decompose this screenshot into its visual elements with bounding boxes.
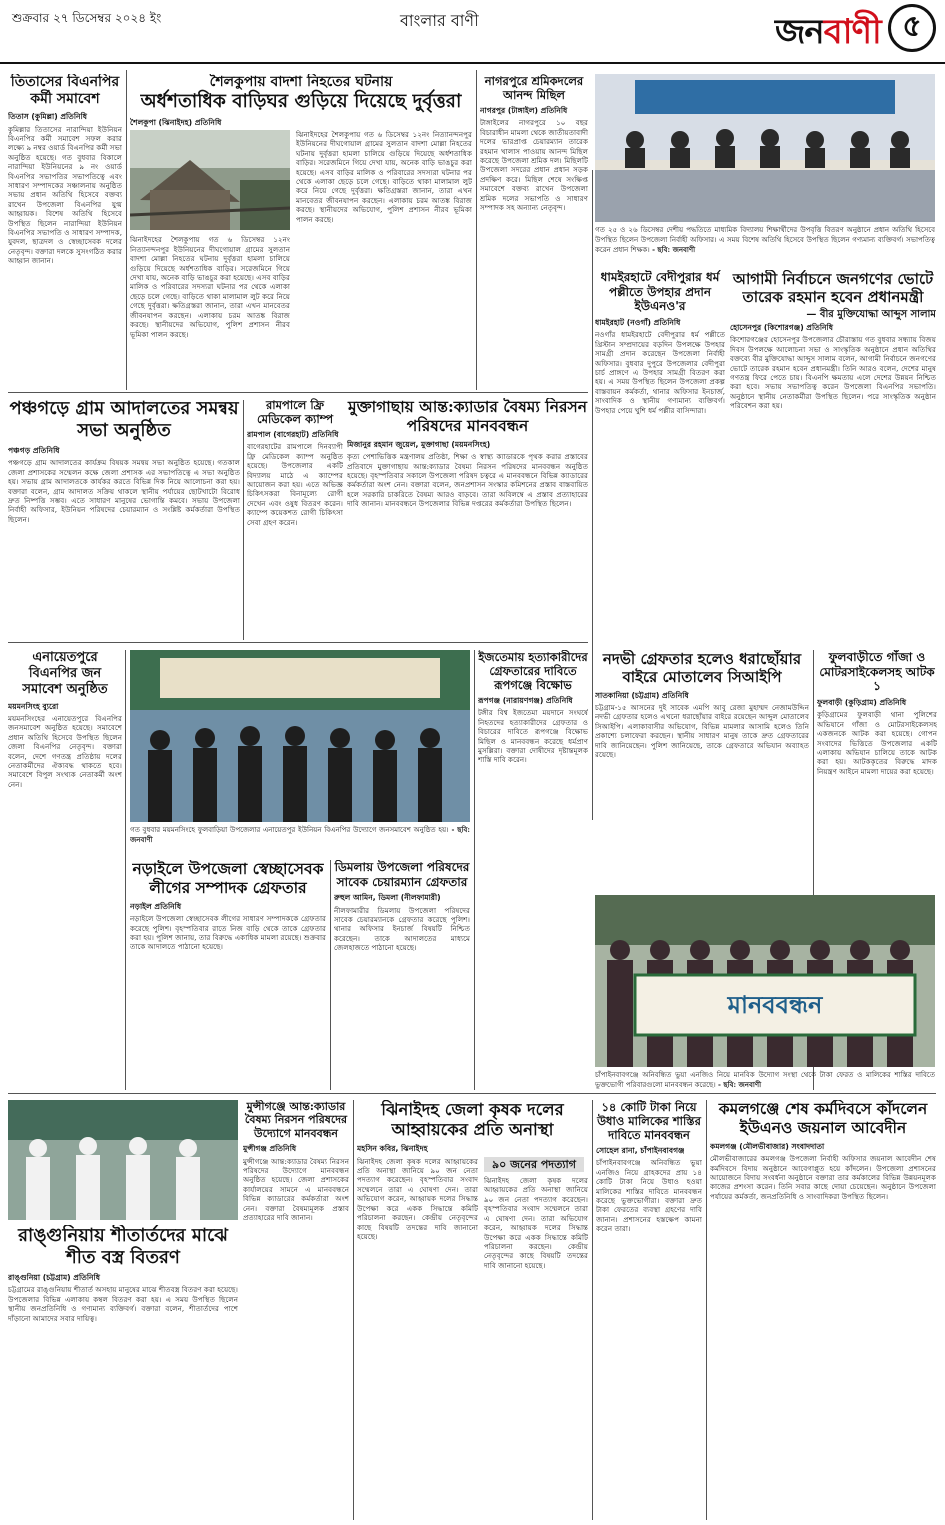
article-body: বাগেরহাটের রামপালে দিনব্যাপী ফ্রি মেডিকেল ক্যাম্প অনুষ্ঠিত হয়েছে। উপজেলার একটি বিদ্যালয় মাঠে এ ক্যাম্পের আয়োজন করা হয়। এতে অভিজ্ঞ চিকিৎসকরা বিনামূল্যে রোগী দেখেন এবং ওষুধ বিতরণ করেন। ক্যাম্পে কয়েকশত রোগী চিকিৎসা সেবা গ্রহণ করেন। [247,442,343,527]
article-rampal [247,398,343,640]
photo-credit: - ছবি: জনবাণী [718,1080,762,1089]
headline: ঝিনাইদহ জেলা কৃষক দলের আহ্বায়কের প্রতি অনাস্থা [381,1100,564,1140]
byline: রূপগঞ্জ (নারায়ণগঞ্জ) প্রতিনিধি [478,696,573,706]
masthead [0,0,945,64]
article-tarek [730,270,936,640]
photo-enayetpur-rally [130,650,470,822]
headline: নড়াইলে উপজেলা স্বেচ্ছাসেবক লীগের সম্পাদক গ্রেফতার [132,860,324,897]
article-body: কুড়িগ্রামের ফুলবাড়ী থানা পুলিশের অভিযানে গাঁজা ও মোটরসাইকেলসহ একজনকে আটক করা হয়েছে। গোপন সংবাদের ভিত্তিতে উপজেলার একটি এলাকায় অভিযান চালিয়ে তাকে আটক করা হয়। আটককৃতের বিরুদ্ধে মাদক নিয়ন্ত্রণ আইনে মামলা দায়ের করা হয়েছে। [817,710,937,776]
article-body: কুমিল্লার তিতাসের নারান্দিয়া ইউনিয়ন বিএনপির কর্মী সমাবেশ সফল করার লক্ষ্যে ৯ নম্বর ওয়ার্ড বিএনপির কর্মী সভা অনুষ্ঠিত হয়েছে। গত বুধবার বিকালে নারান্দিয়া ইউনিয়নের ৯ নং ওয়ার্ড বিএনপির সভাপতির সভাপতিত্বে এবং সাধারণ সম্পাদকের সঞ্চালনায় অনুষ্ঠিত সভায় প্রধান অতিথি হিসেবে বক্তব্য রাখেন উপজেলা বিএনপির যুগ্ম আহ্বায়ক। বিশেষ অতিথি হিসেবে উপস্থিত ছিলেন নারান্দিয়া ইউনিয়ন বিএনপির সভাপতি ও সাধারণ সম্পাদক, যুবদল, ছাত্রদল ও স্বেচ্ছাসেবক দলের নেতৃবৃন্দ। বক্তারা দলকে সুসংগঠিত করার আহ্বান জানান। [8,124,122,266]
article-body: কিশোরগঞ্জের হোসেনপুর উপজেলার চৌরাস্তায় গত বুধবার সন্ধ্যায় বিজয় দিবস উপলক্ষে আলোচনা সভা ও সাংস্কৃতিক অনুষ্ঠানে প্রধান অতিথির বক্তব্যে বীর মুক্তিযোদ্ধা আব্দুস সালাম বলেন, আগামী নির্বাচনে জনগণের ভোটে তারেক রহমান হবেন প্রধানমন্ত্রী। তিনি আরও বলেন, দেশের মানুষ গণতন্ত্র ফিরে পেতে চায়। বিএনপি ক্ষমতায় এলে দেশের উন্নয়ন নিশ্চিত করা হবে। সভায় সভাপতিত্ব করেন উপজেলা বিএনপির সভাপতি। অনুষ্ঠানে স্থানীয় নেতাকর্মীরা উপস্থিত ছিলেন। পরে সাংস্কৃতিক অনুষ্ঠান পরিবেশন করা হয়। [730,335,936,411]
photo-credit: - ছবি: জনবাণী [130,825,470,844]
article-muktagacha [347,398,588,640]
damaged-house-photo [130,130,290,230]
sub-headline-badge: ৯০ জনের পদত্যাগ [484,1157,584,1172]
article-body: টাঙ্গাইলের নাগরপুরে ১০ বছর বিচারাধীন মামলা থেকে জাতীয়তাবাদী দলের ভারপ্রাপ্ত চেয়ারম্যান তারেক রহমান খালাস পাওয়ায় আনন্দ মিছিল করেছে উপজেলা শ্রমিক দল। মিছিলটি উপজেলা সদরের প্রধান প্রধান সড়ক প্রদক্ষিণ করে। মিছিল শেষে সংক্ষিপ্ত সমাবেশে বক্তব্য রাখেন উপজেলা শ্রমিক দলের সভাপতি ও সাধারণ সম্পাদক সহ অন্যান্য নেতৃবৃন্দ। [480,118,588,213]
article-body: ময়মনসিংহের এনায়েতপুরে বিএনপির জনসমাবেশ অনুষ্ঠিত হয়েছে। সমাবেশে প্রধান অতিথি হিসেবে উপস্থিত ছিলেন জেলা বিএনপির নেতৃবৃন্দ। বক্তারা বলেন, দেশে গণতন্ত্র প্রতিষ্ঠায় দলের নেতাকর্মীদের ঐক্যবদ্ধ থাকতে হবে। সমাবেশে বিপুল সংখ্যক নেতাকর্মী অংশ নেন। [8,713,122,789]
article-noddovi [595,650,809,890]
meeting-photo [595,74,935,222]
article-kamalganj [710,1100,936,1515]
article-shailkupa [130,74,472,390]
article-nagarpur [480,74,588,390]
article-body: চাঁপাইনবাবগঞ্জে অনিবন্ধিত ভুয়া এনজিও নিয়ে গ্রাহকদের প্রায় ১৪ কোটি টাকা নিয়ে উধাও হওয়া মালিকের শাস্তির দাবিতে মানববন্ধন করেছে ভুক্তভোগীরা। বক্তারা দ্রুত টাকা ফেরতের ব্যবস্থা গ্রহণের দাবি জানান। প্রশাসনের হস্তক্ষেপ কামনা করেন তারা। [596,1158,702,1234]
article-body-2: ঝিনাইদহ জেলা কৃষক দলের আহ্বায়কের প্রতি অনাস্থা জানিয়ে ৯০ জন নেতা পদত্যাগ করেছেন। বৃহস্পতিবার সংবাদ সম্মেলনে তারা এ ঘোষণা দেন। তারা অভিযোগ করেন, আহ্বায়ক দলের সিদ্ধান্ত উপেক্ষা করে একক সিদ্ধান্তে কমিটি পরিচালনা করছেন। কেন্দ্রীয় নেতৃবৃন্দের কাছে বিষয়টি তদন্তের দাবি জানানো হয়েছে। [484,1176,588,1270]
headline: এনায়েতপুরে বিএনপির জন সমাবেশ অনুষ্ঠিত [22,650,108,697]
byline: রাঙ্গুনিয়া (চট্টগ্রাম) প্রতিনিধি [8,1272,100,1282]
headline: তিতাসের বিএনপির কর্মী সমাবেশ [10,74,120,108]
caption: গত বুধবার ময়মনসিংহে ফুলবাড়িয়া উপজেলার এনায়েতপুর ইউনিয়ন বিএনপির উদ্যোগে জনসমাবেশ অনুষ্ঠিত হয়। [130,826,449,834]
issue-date: শুক্রবার ২৭ ডিসেম্বর ২০২৪ ইং [12,11,162,25]
byline: তিতাস (কুমিল্লা) প্রতিনিধি [8,112,87,122]
headline: কমলগঞ্জে শেষ কর্মদিবসে কাঁদলেন ইউএনও জয়নাল আবেদীন [718,1100,928,1137]
article-body: চট্টগ্রামের রাঙ্গুনিয়ায় শীতার্ত অসহায় মানুষের মাঝে শীতবস্ত্র বিতরণ করা হয়েছে। উপজেলার বিভিন্ন এলাকায় কম্বল বিতরণ করা হয়। এ সময় উপস্থিত ছিলেন স্থানীয় জনপ্রতিনিধি ও গণ্যমান্য ব্যক্তিবর্গ। বক্তারা বলেন, শীতার্তদের পাশে দাঁড়ানো আমাদের সবার দায়িত্ব। [8,1285,238,1323]
article-body: কৃত্য পেশাভিত্তিক মন্ত্রণালয় প্রতিষ্ঠা, শিক্ষা ও স্বাস্থ্য ক্যাডারকে পৃথক করার প্রস্তাবের প্রতিবাদে মুক্তাগাছায় আন্ত:ক্যাডার বৈষম্য নিরসন পরিষদের মানববন্ধন অনুষ্ঠিত হয়েছে। বৃহস্পতিবার সকালে উপজেলা পরিষদ চত্বরে এ মানববন্ধনে বিভিন্ন ক্যাডারের কর্মকর্তারা অংশ নেন। বক্তারা বলেন, জনপ্রশাসন সংস্কার কমিশনের প্রস্তাব বাস্তবায়িত হলে সরকারি চাকরিতে বৈষম্য আরও বাড়বে। তারা অবিলম্বে এ প্রস্তাব প্রত্যাহারের দাবি জানান। মানববন্ধনে উপজেলার বিভিন্ন দপ্তরের কর্মকর্তারা উপস্থিত ছিলেন। [347,452,588,509]
article-fourteen-crore [596,1100,702,1515]
article-dimla [334,860,470,1090]
byline: মুন্সীগঞ্জ প্রতিনিধি [243,1144,297,1154]
article-narail [130,860,326,1090]
article-body: ঝিনাইদহের শৈলকুপায় গত ৬ ডিসেম্বর ১২নং নিত্যানন্দনপুর ইউনিয়নের দীঘগোয়াল গ্রামের সুলতান বাদশা মোল্লা নিহতের ঘটনায় দুর্বৃত্তরা হামলা চালিয়ে গুড়িয়ে দিয়েছে অর্ধশতাধিক বাড়ির। সরেজমিনে গিয়ে দেখা যায়, অনেক বাড়ি ভাঙচুর করা হয়েছে। এসব বাড়ির মালিক ও পরিবারের সদস্যরা ঘটনার পর থেকে এলাকা ছেড়ে চলে গেছে। বাড়িতে থাকা মালামাল লুট করে নিয়ে গেছে দুর্বৃত্তরা। ক্ষতিগ্রস্তরা জানান, তারা এখন মানবেতর জীবনযাপন করছেন। এলাকায় চরম আতঙ্ক বিরাজ করছে। স্থানীয়দের অভিযোগ, পুলিশ প্রশাসন নীরব ভূমিকা পালন করছে। [130,235,290,339]
page-number: ৫ [888,4,936,52]
headline: মুক্তাগাছায় আন্ত:ক্যাডার বৈষম্য নিরসন পরিষদের মানববন্ধন [347,398,587,435]
byline: হোসেনপুর (কিশোরগঞ্জ) প্রতিনিধি [730,323,833,332]
logo-part-b: বাণী [823,12,881,52]
byline: নড়াইল প্রতিনিধি [130,901,182,911]
byline: শৈলকুপা (ঝিনাইদহ) প্রতিনিধি [130,117,222,127]
headline: মুন্সীগঞ্জে আন্ত:ক্যাডার বৈষম্য নিরসন পরিষদের উদ্যোগে মানববন্ধন [244,1100,348,1140]
banner-text: মানববন্ধন [727,990,823,1019]
article-body-2: ঝিনাইদহের শৈলকুপায় গত ৬ ডিসেম্বর ১২নং নিত্যানন্দনপুর ইউনিয়নের দীঘগোয়াল গ্রামের সুলতান বাদশা মোল্লা নিহতের ঘটনায় দুর্বৃত্তরা হামলা চালিয়ে গুড়িয়ে দিয়েছে অর্ধশতাধিক বাড়ির। সরেজমিনে গিয়ে দেখা যায়, অনেক বাড়ি ভাঙচুর করা হয়েছে। এসব বাড়ির মালিক ও পরিবারের সদস্যরা ঘটনার পর থেকে এলাকা ছেড়ে চলে গেছে। বাড়িতে থাকা মালামাল লুট করে নিয়ে গেছে দুর্বৃত্তরা। ক্ষতিগ্রস্তরা জানান, তারা এখন মানবেতর জীবনযাপন করছেন। এলাকায় চরম আতঙ্ক বিরাজ করছে। স্থানীয়দের অভিযোগ, পুলিশ প্রশাসন নীরব ভূমিকা পালন করছে। [296,130,472,224]
headline: ডিমলায় উপজেলা পরিষদের সাবেক চেয়ারম্যান গ্রেফতার [334,860,470,889]
byline: সোহেল রানা, চাঁপাইনবাবগঞ্জ [596,1146,685,1156]
article-panchagarh [8,398,240,640]
headline: রামপালে ফ্রি মেডিকেল ক্যাম্প [256,398,334,427]
byline: মিজানুর রহমান জুয়েল, মুক্তাগাছা (ময়মনসিংহ) [347,439,491,449]
article-raungunia [8,1225,238,1515]
headline: অর্ধশতাধিক বাড়িঘর গুড়িয়ে দিয়েছে দুর্বৃত্তরা [140,91,462,113]
byline: মহসিন কবির, ঝিনাইদহ [357,1144,428,1154]
byline: ময়মনসিংহ ব্যুরো [8,701,59,711]
byline: কমলগঞ্জ (মৌলভীবাজার) সংবাদদাতা [710,1141,825,1151]
article-ijtema [478,650,588,1090]
section-title: বাংলার বাণী [400,11,479,30]
rally-photo [130,650,470,822]
headline: ইজতেমায় হত্যাকারীদের গ্রেফতারের দাবিতে রূপগঞ্জে বিক্ষোভ [478,650,588,693]
article-jhenaidah [357,1100,588,1515]
headline: রাঙ্গুনিয়ায় শীতার্তদের মাঝে শীত বস্ত্র বিতরণ [18,1225,228,1268]
kicker: শৈলকুপায় বাদশা নিহতের ঘটনায় [209,74,393,90]
headline: নাগরপুরে শ্রমিকদলের আনন্দ মিছিল [484,74,584,103]
headline: ১৪ কোটি টাকা নিয়ে উধাও মালিকের শাস্তির দাবিতে মানববন্ধন [597,1100,701,1143]
article-enayetpur [8,650,122,1090]
byline: নাগরপুর (টাঙ্গাইল) প্রতিনিধি [480,106,568,116]
article-body: নওগাঁর ধামইরহাটে বেদীপুরার ধর্ম পল্লীতে খ্রিস্টান সম্প্রদায়ের বড়দিন উপলক্ষে উপহার সামগ্রী প্রদান করেছেন উপজেলা নির্বাহী অফিসার। বুধবার দুপুরে উপজেলার বেদীপুরা চার্চ প্রাঙ্গণে এ উপহার সামগ্রী বিতরণ করা হয়। এ সময় উপস্থিত ছিলেন উপজেলা প্রকল্প বাস্তবায়ন কর্মকর্তা, থানার অফিসার ইনচার্জ, সাংবাদিক ও স্থানীয় গণ্যমান্য ব্যক্তিবর্গ। উপহার পেয়ে খুশি ধর্ম পল্লীর বাসিন্দারা। [595,330,725,415]
headline: আগামী নির্বাচনে জনগণের ভোটে তারেক রহমান হবেন প্রধানমন্ত্রী [732,270,934,307]
byline: ধামইরহাট (নওগাঁ) প্রতিনিধি [595,317,681,327]
article-body: পঞ্চগড়ে গ্রাম আদালতের কার্যক্রম বিষয়ক সমন্বয় সভা অনুষ্ঠিত হয়েছে। গতকাল জেলা প্রশাসকের সম্মেলন কক্ষে জেলা প্রশাসক এর সভাপতিত্বে এ সভা অনুষ্ঠিত হয়। সভায় গ্রাম আদালতকে কার্যকর করতে বিভিন্ন দিক নিয়ে আলোচনা করা হয়। বক্তারা বলেন, গ্রাম আদালত সক্রিয় থাকলে স্থানীয় পর্যায়ের ছোটখাটো বিরোধ দ্রুত নিষ্পত্তি সম্ভব। এতে সাধারণ মানুষের ভোগান্তি কমবে। সভায় উপজেলা নির্বাহী অফিসার, ইউনিয়ন পরিষদের চেয়ারম্যান ও সংশ্লিষ্ট কর্মকর্তারা উপস্থিত ছিলেন। [8,458,240,524]
byline: পঞ্চগড় প্রতিনিধি [8,445,60,455]
caption: চাঁপাইনবাবগঞ্জে অনিবন্ধিত ভুয়া এনজিও নিয়ে মানবিক উদ্যোগ সংস্থা থেকে টাকা ফেরত ও মালিকের শাস্তির দাবিতে ভুক্তভোগী পরিবারগুলো মানববন্ধন করেছে। [595,1071,935,1089]
headline: পঞ্চগড়ে গ্রাম আদালতের সমন্বয় সভা অনুষ্ঠিত [9,398,239,441]
photo-credit: - ছবি: জনবাণী [652,245,696,254]
human-chain-photo [595,895,935,1067]
article-body: নড়াইলে উপজেলা স্বেচ্ছাসেবক লীগের সাধারণ সম্পাদককে গ্রেফতার করেছে পুলিশ। বৃহস্পতিবার রাতে নিজ বাড়ি থেকে তাকে গ্রেফতার করা হয়। পুলিশ জানায়, তার বিরুদ্ধে একাধিক মামলা রয়েছে। শুক্রবার তাকে আদালতে পাঠানো হয়েছে। [130,914,326,952]
byline: সাতকানিয়া (চট্টগ্রাম) প্রতিনিধি [595,690,689,700]
headline: নদভী গ্রেফতার হলেও ধরাছোঁয়ার বাইরে মোতালেব সিআইপি [602,650,802,687]
caption: গত ২৫ ও ২৬ ডিসেম্বর দেশীয় পদ্ধতিতে মাধ্যমিক বিদ্যালয় শিক্ষার্থীদের উপবৃত্তি বিতরণ অনুষ্ঠানে প্রধান অতিথি হিসেবে উপস্থিত ছিলেন উপজেলা নির্বাহী অফিসার। এ সময় বিশেষ অতিথি হিসেবে উপস্থিত ছিলেন গণ্যমান্য ব্যক্তিবর্গ। সভাপতিত্ব করেন প্রধান শিক্ষক। [595,226,935,254]
byline: রুহুল আমিন, ডিমলা (নীলফামারী) [334,893,441,903]
photo-right-caption [595,1070,935,1092]
logo-part-a: জন [775,12,824,52]
quote: — বীর মুক্তিযোদ্ধা আব্দুস সালাম [806,308,936,320]
article-body: ঝিনাইদহ জেলা কৃষক দলের আহ্বায়কের প্রতি অনাস্থা জানিয়ে ৯০ জন নেতা পদত্যাগ করেছেন। বৃহস্পতিবার সংবাদ সম্মেলনে তারা এ ঘোষণা দেন। তারা অভিযোগ করেন, আহ্বায়ক দলের সিদ্ধান্ত উপেক্ষা করে একক সিদ্ধান্তে কমিটি পরিচালনা করছেন। কেন্দ্রীয় নেতৃবৃন্দের কাছে বিষয়টি তদন্তের দাবি জানানো হয়েছে। [357,1156,478,1241]
article-munshiganj [243,1100,349,1250]
byline: রামপাল (বাগেরহাট) প্রতিনিধি [247,430,339,440]
headline: ফুলবাড়ীতে গাঁজা ও মোটরসাইকেলসহ আটক ১ [819,650,935,694]
byline: ফুলবাড়ী (কুড়িগ্রাম) প্রতিনিধি [817,697,907,707]
blanket-photo [8,1100,238,1220]
photo-human-chain [595,895,935,1067]
headline: ধামইরহাটে বেদীপুরার ধর্ম পল্লীতে উপহার প্রদান ইউএনও'র [600,270,720,314]
photo-blanket-distribution [8,1100,238,1220]
article-body: মৌলভীবাজারের কমলগঞ্জ উপজেলা নির্বাহী অফিসার জয়নাল আবেদীন শেষ কর্মদিবসে বিদায় অনুষ্ঠানে আবেগাপ্লুত হয়ে কাঁদলেন। উপজেলা প্রশাসনের আয়োজনে বিদায় সংবর্ধনা অনুষ্ঠানে বক্তারা তার কর্মকালের বিভিন্ন উন্নয়নমূলক কাজের প্রশংসা করেন। তিনি সবার কাছে দোয়া চেয়েছেন। অনুষ্ঠানে উপজেলা পর্যায়ের কর্মকর্তা, জনপ্রতিনিধি ও সাংবাদিকরা উপস্থিত ছিলেন। [710,1154,936,1201]
article-dhamoirhat [595,270,725,640]
photo-mid-caption [130,825,470,849]
article-body: চট্টগ্রাম-১৫ আসনের দুই সাবেক এমপি আবু রেজা মুহাম্মদ নেজামউদ্দিন নদভী গ্রেফতার হলেও এখনো ধরাছোঁয়ার বাইরে রয়েছেন আব্দুল মোতালেব সিআইপি। এলাকাবাসীর অভিযোগ, বিভিন্ন মামলার আসামি হলেও তিনি প্রকাশ্যে চলাফেরা করছেন। স্থানীয় সাধারণ মানুষ তাকে দ্রুত গ্রেফতারের দাবি জানিয়েছেন। পুলিশ জানিয়েছে, তাকে গ্রেফতারে অভিযান অব্যাহত রয়েছে। [595,703,809,760]
newspaper-logo [775,6,881,63]
article-body: নীলফামারীর ডিমলায় উপজেলা পরিষদের সাবেক চেয়ারম্যানকে গ্রেফতার করেছে পুলিশ। থানার অফিসার ইনচার্জ বিষয়টি নিশ্চিত করেছেন। তাকে আদালতের মাধ্যমে জেলহাজতে পাঠানো হয়েছে। [334,905,470,953]
article-body: টঙ্গীর বিশ্ব ইজতেমা ময়দানে সংঘর্ষে নিহতদের হত্যাকারীদের গ্রেফতার ও বিচারের দাবিতে রূপগঞ্জে বিক্ষোভ মিছিল ও মানববন্ধন করেছে ধর্মপ্রাণ মুসল্লিরা। বক্তারা দোষীদের দৃষ্টান্তমূলক শাস্তি দাবি করেন। [478,708,588,765]
article-body: মুন্সীগঞ্জে আন্ত:ক্যাডার বৈষম্য নিরসন পরিষদের উদ্যোগে মানববন্ধন অনুষ্ঠিত হয়েছে। জেলা প্রশাসকের কার্যালয়ের সামনে এ মানববন্ধনে বিভিন্ন ক্যাডারের কর্মকর্তারা অংশ নেন। বক্তারা বৈষম্যমূলক প্রস্তাব প্রত্যাহারের দাবি জানান। [243,1156,349,1223]
article-titas [8,74,122,390]
photo-stipend-distribution [595,74,935,222]
photo-top-caption [595,225,935,265]
